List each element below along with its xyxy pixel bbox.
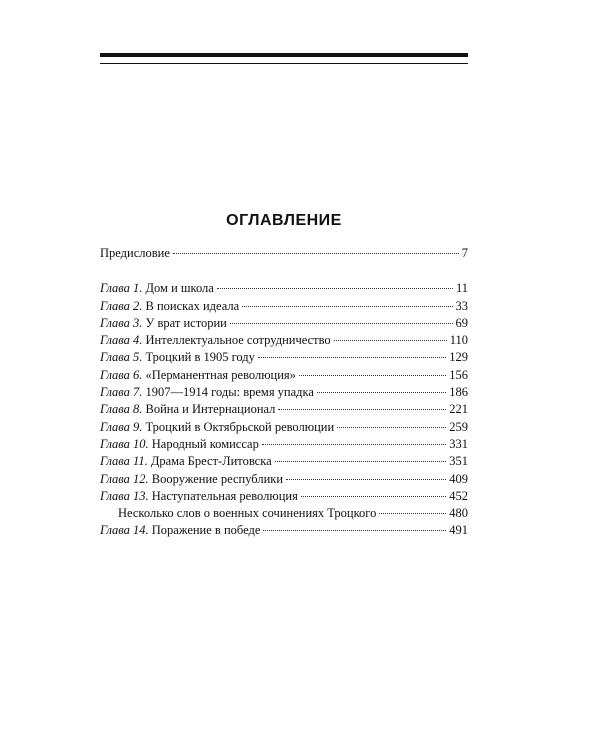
toc-leader-dots: [242, 306, 452, 307]
toc-entry-chapter-11: [100, 453, 468, 470]
toc-leader-dots: [334, 340, 447, 341]
toc-entry-title: Несколько слов о военных сочинениях Троцкого: [118, 506, 377, 521]
toc-entry-title: Глава 9. Троцкий в Октябрьской революции: [100, 419, 335, 434]
toc-entry-title: Глава 12. Вооружение республики: [100, 471, 284, 486]
toc-entry-chapter-4: [100, 332, 468, 349]
toc-leader-dots: [275, 461, 447, 462]
toc-page-number: 110: [449, 333, 468, 348]
toc-leader-dots: [379, 513, 446, 514]
toc-entry-title: Предисловие: [100, 246, 170, 260]
toc-entry-title: Глава 11. Драма Брест-Литовска: [100, 454, 272, 469]
toc-page-number: 259: [449, 419, 468, 434]
toc-leader-dots: [286, 479, 446, 480]
toc-leader-dots: [337, 427, 446, 428]
toc-leader-dots: [230, 323, 453, 324]
toc-page-number: 33: [455, 298, 468, 313]
toc-leader-dots: [317, 392, 446, 393]
toc-leader-dots: [173, 253, 459, 254]
toc-entry-chapter-2: [100, 298, 468, 315]
toc-entry-title: Глава 14. Поражение в победе: [100, 523, 261, 538]
toc-entry-title: Глава 3. У врат истории: [100, 315, 227, 330]
toc-entry-chapter-13: [100, 488, 468, 505]
toc-entry-subsection: [100, 505, 468, 522]
toc-page-number: 221: [449, 402, 468, 417]
toc-entry-chapter-10: [100, 436, 468, 453]
toc-entry-chapter-6: [100, 367, 468, 384]
toc-page-number: 409: [449, 471, 468, 486]
toc-entry-title: Глава 2. В поисках идеала: [100, 298, 240, 313]
table-of-contents: [100, 245, 468, 540]
toc-page-number: 7: [461, 246, 468, 260]
header-rule-thick: [100, 53, 468, 57]
toc-entry-title: Глава 10. Народный комиссар: [100, 436, 259, 451]
toc-entry-title: Глава 1. Дом и школа: [100, 281, 214, 296]
toc-leader-dots: [263, 530, 446, 531]
toc-entry-chapter-7: [100, 384, 468, 401]
toc-entry-chapter-12: [100, 471, 468, 488]
toc-entry-title: Глава 8. Война и Интернационал: [100, 402, 276, 417]
toc-entry-chapter-14: [100, 522, 468, 539]
toc-page-number: 491: [449, 523, 468, 538]
toc-entry-chapter-3: [100, 315, 468, 332]
toc-leader-dots: [262, 444, 446, 445]
toc-entry-title: Глава 4. Интеллектуальное сотрудничество: [100, 333, 331, 348]
toc-entry-title: Глава 13. Наступательная революция: [100, 488, 298, 503]
toc-leader-dots: [217, 288, 453, 289]
toc-page-number: 186: [449, 385, 468, 400]
toc-page-number: 351: [449, 454, 468, 469]
toc-leader-dots: [301, 496, 446, 497]
toc-page-number: 129: [449, 350, 468, 365]
toc-leader-dots: [278, 409, 446, 410]
toc-leader-dots: [258, 357, 446, 358]
toc-page-number: 331: [449, 436, 468, 451]
toc-page-number: 69: [455, 315, 468, 330]
toc-page-number: 452: [449, 488, 468, 503]
toc-entry-chapter-9: [100, 419, 468, 436]
toc-entry-title: Глава 5. Троцкий в 1905 году: [100, 350, 255, 365]
toc-page-number: 480: [449, 506, 468, 521]
toc-entry-title: Глава 7. 1907—1914 годы: время упадка: [100, 385, 314, 400]
toc-page-number: 156: [449, 367, 468, 382]
page-title: ОГЛАВЛЕНИЕ: [226, 212, 342, 229]
toc-entry-title: Глава 6. «Перманентная революция»: [100, 367, 296, 382]
toc-entry-chapter-5: [100, 349, 468, 366]
toc-entry-chapter-1: [100, 280, 468, 297]
toc-page-number: 11: [455, 281, 468, 296]
header-rule-thin: [100, 63, 468, 64]
toc-leader-dots: [299, 375, 446, 376]
toc-entry-preface: [100, 245, 468, 262]
toc-entry-chapter-8: [100, 401, 468, 418]
